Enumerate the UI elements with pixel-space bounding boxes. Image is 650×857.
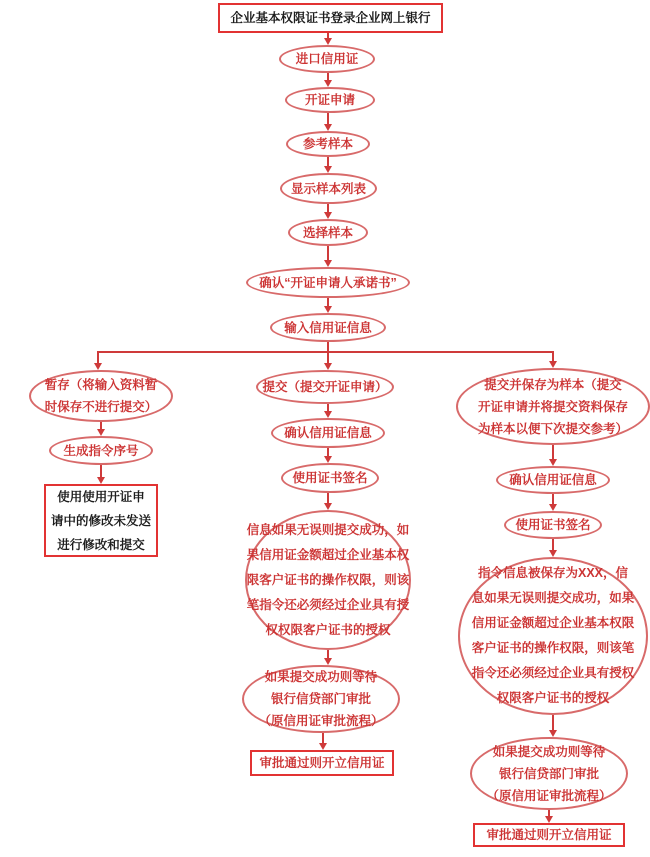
arrow-info-wait-mid (327, 650, 329, 658)
arrow-submitsave-confirm (552, 445, 554, 459)
node-confirm-lc-right: 确认信用证信息 (496, 466, 610, 494)
arrow-list-select (327, 204, 329, 212)
node-sample-list: 显示样本列表 (280, 173, 377, 204)
node-sign-mid: 使用证书签名 (281, 463, 379, 493)
branch-horizontal-line (97, 351, 554, 353)
arrow-refsample-list (327, 157, 329, 166)
arrow-tempsave-genseq (100, 422, 102, 429)
arrow-sign-info-right (552, 539, 554, 550)
node-info-right: 指令信息被保存为XXX，信 息如果无误则提交成功，如果 信用证金额超过企业基本权限 客户证书的操作权限，则该笔 指令还必须经过企业具有授权 权限客户证书的授权 (458, 557, 648, 715)
node-approve-mid: 审批通过则开立信用证 (250, 750, 394, 776)
node-modify-resubmit: 使用使用开证申 请中的修改未发送 进行修改和提交 (44, 484, 158, 557)
arrow-branch-middle (327, 352, 329, 363)
node-wait-approval-right: 如果提交成功则等待 银行信贷部门审批 （原信用证审批流程） (470, 737, 628, 810)
arrow-confirm-input (327, 298, 329, 306)
arrow-wait-approve-right (548, 810, 550, 816)
node-open-apply: 开证申请 (285, 87, 375, 113)
node-approve-right: 审批通过则开立信用证 (473, 823, 625, 847)
node-confirm-lc-mid: 确认信用证信息 (271, 418, 385, 448)
node-temp-save: 暂存（将输入资料暂 时保存不进行提交） (29, 370, 173, 422)
arrow-branch-right (552, 352, 554, 361)
arrow-info-wait-right (552, 715, 554, 730)
node-login: 企业基本权限证书登录企业网上银行 (218, 3, 443, 33)
node-sign-right: 使用证书签名 (504, 511, 602, 539)
arrow-import-apply (327, 73, 329, 80)
arrow-sign-info-mid (327, 493, 329, 503)
node-ref-sample: 参考样本 (286, 131, 370, 157)
node-select-sample: 选择样本 (288, 219, 368, 246)
node-submit-save-sample: 提交并保存为样本（提交 开证申请并将提交资料保存 为样本以便下次提交参考） (456, 368, 650, 445)
arrow-branch-left (97, 352, 99, 363)
arrow-confirm-sign-mid (327, 448, 329, 456)
node-info-mid: 信息如果无误则提交成功，如 果信用证金额超过企业基本权 限客户证书的操作权限，则该 笔指令还必须经过企业具有授 权权限客户证书的授权 (245, 510, 411, 650)
arrow-genseq-modify (100, 465, 102, 477)
arrow-submit-confirm (327, 404, 329, 411)
arrow-wait-approve-mid (322, 733, 324, 743)
node-confirm-commitment: 确认“开证申请人承诺书” (246, 267, 410, 298)
node-gen-seq: 生成指令序号 (49, 436, 153, 465)
node-import-lc: 进口信用证 (279, 45, 375, 73)
arrow-select-confirm (327, 246, 329, 260)
arrow-confirm-sign-right (552, 494, 554, 504)
node-submit: 提交（提交开证申请） (256, 370, 394, 404)
node-wait-approval-mid: 如果提交成功则等待 银行信贷部门审批 （原信用证审批流程） (242, 665, 400, 733)
arrow-apply-refsample (327, 113, 329, 124)
node-input-lc-info: 输入信用证信息 (270, 313, 386, 342)
arrow-login-import (327, 33, 329, 38)
